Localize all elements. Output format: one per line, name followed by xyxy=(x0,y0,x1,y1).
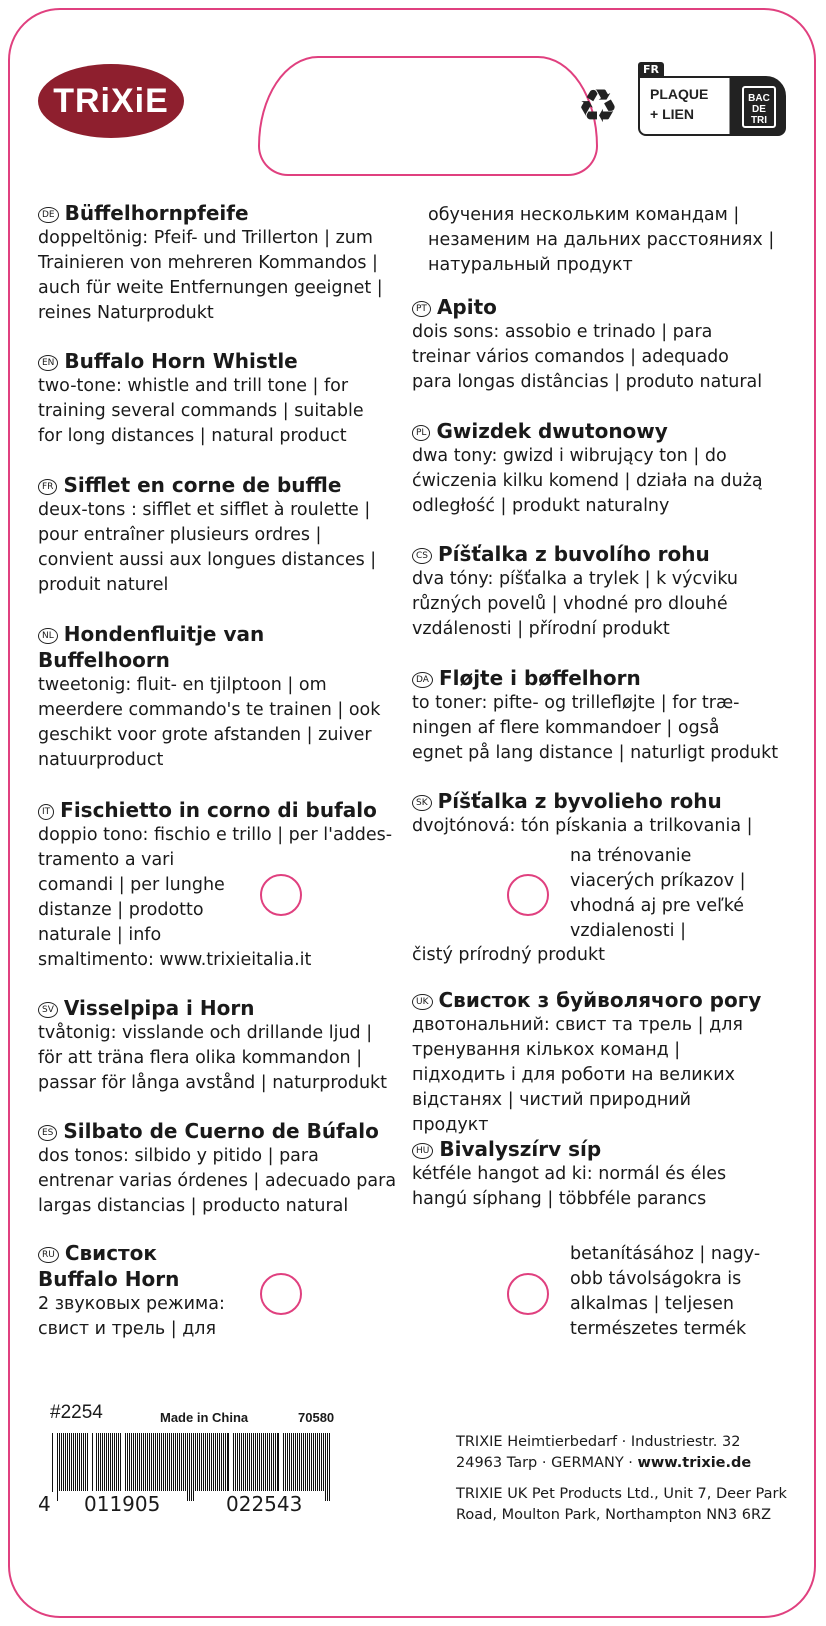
barcode-bar xyxy=(199,1433,200,1491)
barcode-bar xyxy=(77,1433,78,1491)
section-title: RU Свисток Buffalo Horn xyxy=(38,1241,180,1291)
barcode-bar xyxy=(195,1433,196,1491)
barcode-bar xyxy=(102,1433,103,1491)
section-body: dos tonos: silbido y pitido | para entrenar varias órdenes | adecuado para largas distancias | producto natural xyxy=(38,1146,397,1216)
barcode-bar xyxy=(299,1433,300,1491)
indented-text: čistý prírodný produkt xyxy=(412,945,606,965)
barcode-bar xyxy=(181,1433,182,1491)
barcode-bar xyxy=(265,1433,266,1491)
barcode-bar xyxy=(255,1433,256,1491)
barcode-bar xyxy=(257,1433,258,1491)
barcode-bar xyxy=(141,1433,142,1491)
barcode-bar xyxy=(104,1433,105,1491)
barcode-bar xyxy=(165,1433,166,1491)
barcode-bar xyxy=(52,1433,53,1501)
language-badge: SV xyxy=(38,1002,58,1018)
section-body: doppio tono: fischio e trillo | per l'addes- tramento a vari comandi | per lunghe distanze | prodotto naturale | info smaltimento: www.trixieitalia.it xyxy=(38,825,393,970)
barcode-bar xyxy=(175,1433,176,1491)
barcode-bar xyxy=(187,1433,188,1501)
section-title: CS Píšťalka z buvolího rohu xyxy=(412,541,792,567)
language-badge: ES xyxy=(38,1125,57,1141)
barcode-bar xyxy=(261,1433,262,1491)
barcode-bar xyxy=(243,1433,244,1491)
trixie-logo: TRiXiE xyxy=(38,64,184,138)
barcode-bar xyxy=(92,1433,93,1491)
language-badge: UK xyxy=(412,994,433,1010)
fr-tag: FR xyxy=(638,62,664,77)
ean-left: 011905 xyxy=(80,1492,164,1516)
barcode-bar xyxy=(251,1433,252,1491)
barcode-bar xyxy=(241,1433,242,1491)
triman-recycle-icon: ♻ xyxy=(577,79,619,133)
barcode-bar xyxy=(129,1433,130,1491)
section-body: двотональний: свист та трель | для тренування кількох команд | підходить і для роботи на великих відстанях | чистий природний продукт xyxy=(412,1015,743,1135)
barcode-bar xyxy=(69,1433,70,1491)
section-body: doppeltönig: Pfeif- und Trillerton | zum Trainieren von mehreren Kommandos | auch für weite Entfernungen geeignet | reines Naturprodukt xyxy=(38,228,383,323)
barcode-bar xyxy=(116,1433,117,1491)
section-es xyxy=(38,1118,418,1219)
section-title: PL Gwizdek dwutonowy xyxy=(412,418,792,444)
language-badge: IT xyxy=(38,804,54,820)
barcode-bar xyxy=(269,1433,270,1491)
barcode-bar xyxy=(155,1433,156,1491)
barcode-bar xyxy=(87,1433,88,1491)
barcode-bar xyxy=(253,1433,254,1491)
barcode-bar xyxy=(79,1433,80,1491)
barcode-bar xyxy=(177,1433,178,1491)
section-title: HU Bivalyszírv síp xyxy=(412,1136,792,1162)
barcode-bar xyxy=(297,1433,298,1491)
section-title: FR Sifflet en corne de buffle xyxy=(38,472,418,498)
section-nl xyxy=(38,621,418,773)
section-it xyxy=(38,797,418,973)
circle-mark xyxy=(260,874,302,916)
barcode-bar xyxy=(71,1433,72,1491)
barcode-bar xyxy=(145,1433,146,1491)
language-badge: PL xyxy=(412,425,430,441)
barcode-bar xyxy=(291,1433,292,1491)
section-sk xyxy=(412,788,792,839)
barcode-bar xyxy=(139,1433,140,1491)
section-pl xyxy=(412,418,792,519)
barcode-bar xyxy=(207,1433,208,1491)
product-code: 70580 xyxy=(298,1410,335,1425)
barcode-bar xyxy=(169,1433,170,1491)
barcode-bar xyxy=(171,1433,172,1491)
barcode-bar xyxy=(161,1433,162,1491)
section-title: ES Silbato de Cuerno de Búfalo xyxy=(38,1118,418,1144)
section-sv xyxy=(38,995,418,1096)
section-body: tvåtonig: visslande och drillande ljud | för att träna flera olika kommandon | passar för långa avstånd | naturprodukt xyxy=(38,1023,388,1093)
barcode-bar xyxy=(125,1433,126,1491)
language-badge: PT xyxy=(412,301,431,317)
barcode-bar xyxy=(307,1433,308,1491)
barcode-bar xyxy=(301,1433,302,1491)
barcode-bar xyxy=(277,1433,279,1491)
barcode-bar xyxy=(135,1433,136,1491)
barcode-bar xyxy=(249,1433,250,1491)
barcode-bar xyxy=(315,1433,316,1491)
barcode-bar xyxy=(108,1433,109,1491)
barcode-bar xyxy=(118,1433,119,1491)
barcode-bar xyxy=(67,1433,68,1491)
barcode-bar xyxy=(317,1433,318,1491)
barcode-bar xyxy=(57,1433,58,1501)
barcode-bar xyxy=(323,1433,324,1491)
section-title: EN Buffalo Horn Whistle xyxy=(38,348,418,374)
barcode-bar xyxy=(167,1433,168,1491)
ru-continuation: обучения нескольким командам | незаменим на дальних расстояниях | натуральный продукт xyxy=(428,205,775,275)
barcode-bar xyxy=(239,1433,240,1491)
barcode-bar xyxy=(81,1433,82,1491)
language-badge: HU xyxy=(412,1143,433,1159)
circle-mark xyxy=(260,1273,302,1315)
language-badge: FR xyxy=(38,479,57,495)
barcode-bar xyxy=(287,1433,288,1491)
section-hu xyxy=(412,1136,792,1212)
section-title: SK Píšťalka z byvolieho rohu xyxy=(412,788,792,814)
section-body: dvojtónová: tón pískania a trilkovania | xyxy=(412,816,753,836)
barcode-bar xyxy=(120,1433,121,1491)
section-body: deux-tons : sifflet et sifflet à roulette | pour entraîner plusieurs ordres | convient aussi aux longues distances | produit naturel xyxy=(38,500,377,595)
barcode-bar xyxy=(191,1433,192,1501)
barcode-bar xyxy=(217,1433,218,1491)
section-de xyxy=(38,200,418,326)
barcode-bar xyxy=(227,1433,229,1491)
barcode-bar xyxy=(321,1433,322,1491)
barcode-bar xyxy=(209,1433,210,1491)
section-body: dwa tony: gwizd i wibrujący ton | do ćwiczenia kilku komend | działa na dużą odległość | produkt naturalny xyxy=(412,446,763,516)
barcode-bar xyxy=(221,1433,222,1491)
barcode-bar xyxy=(311,1433,312,1491)
hang-hole xyxy=(258,56,598,176)
section-title: DA Fløjte i bøffelhorn xyxy=(412,665,792,691)
barcode-bar xyxy=(215,1433,216,1491)
barcode-bar xyxy=(273,1433,274,1491)
barcode-bar xyxy=(143,1433,144,1491)
section-body: dva tóny: píšťalka a trylek | k výcviku různých povelů | vhodné pro dlouhé vzdálenosti | přírodní produkt xyxy=(412,569,739,639)
language-badge: RU xyxy=(38,1247,59,1263)
barcode-bar xyxy=(213,1433,214,1491)
barcode-bar xyxy=(303,1433,304,1491)
website-link[interactable]: www.trixie.de xyxy=(637,1455,752,1471)
barcode-bar xyxy=(305,1433,306,1491)
barcode-bar xyxy=(173,1433,174,1491)
barcode-bar xyxy=(309,1433,310,1491)
barcode-bar xyxy=(329,1433,330,1501)
language-badge: EN xyxy=(38,355,58,371)
bin-icon: BAC DE TRI xyxy=(742,86,776,128)
barcode-bar xyxy=(319,1433,320,1491)
barcode-bar xyxy=(193,1433,194,1501)
language-badge: SK xyxy=(412,795,432,811)
barcode-bar xyxy=(106,1433,107,1491)
circle-mark xyxy=(507,1273,549,1315)
barcode-bar xyxy=(137,1433,138,1491)
section-cs xyxy=(412,541,792,642)
section-fr xyxy=(38,472,418,598)
section-body: to toner: pifte- og trillefløjte | for træ- ningen af flere kommandoer | også egnet på lang distance | naturligt produkt xyxy=(412,693,779,763)
barcode-bar xyxy=(237,1433,238,1491)
section-en xyxy=(38,348,418,449)
barcode-bar xyxy=(114,1433,115,1491)
barcode-bar xyxy=(267,1433,268,1491)
barcode-bar xyxy=(63,1433,64,1491)
barcode-bar xyxy=(289,1433,290,1491)
recycle-text: PLAQUE + LIEN xyxy=(650,86,709,122)
indented-text: betanításához | nagy- obb távolságokra is alkalmas | teljesen természetes termék xyxy=(570,1244,761,1339)
section-title: PT Apito xyxy=(412,294,792,320)
barcode-bar xyxy=(235,1433,236,1491)
barcode-bar xyxy=(98,1433,99,1491)
barcode-bar xyxy=(110,1433,111,1491)
section-title: DE Büffelhornpfeife xyxy=(38,200,418,226)
indented-text: na trénovanie viacerých príkazov | vhodná aj pre veľké vzdialenosti | xyxy=(570,846,746,941)
section-title: UK Свисток з буйволячого рогу xyxy=(412,987,792,1013)
barcode-bar xyxy=(223,1433,224,1491)
ean-digit: 4 xyxy=(34,1492,55,1516)
recycling-info-fr xyxy=(638,62,786,138)
barcode-bar xyxy=(147,1433,148,1491)
section-body: kétféle hangot ad ki: normál és éles hangú síphang | többféle parancs xyxy=(412,1164,727,1209)
barcode-bar xyxy=(151,1433,152,1491)
section-title: NL Hondenfluitje van Buffelhoorn xyxy=(38,622,265,672)
ean-right: 022543 xyxy=(222,1492,306,1516)
language-badge: DA xyxy=(412,672,433,688)
barcode-bar xyxy=(275,1433,276,1491)
barcode-bar xyxy=(75,1433,76,1491)
section-uk xyxy=(412,987,792,1138)
barcode-bar xyxy=(185,1433,186,1491)
barcode-bar xyxy=(131,1433,132,1491)
barcode-bar xyxy=(159,1433,160,1491)
barcode-bar xyxy=(201,1433,202,1491)
address-de: TRIXIE Heimtierbedarf · Industriestr. 32 24963 Tarp · GERMANY · www.trixie.de xyxy=(456,1434,752,1471)
barcode-bar xyxy=(211,1433,212,1491)
barcode-bar xyxy=(153,1433,154,1491)
barcode-bar xyxy=(219,1433,220,1491)
barcode-bar xyxy=(100,1433,101,1491)
section-title: SV Visselpipa i Horn xyxy=(38,995,418,1021)
barcode-bar xyxy=(263,1433,264,1491)
barcode-bar xyxy=(295,1433,296,1491)
barcode-bar xyxy=(189,1433,190,1501)
language-badge: CS xyxy=(412,548,432,564)
barcode-bar xyxy=(271,1433,272,1491)
barcode-bar xyxy=(133,1433,134,1491)
barcode-bar xyxy=(157,1433,158,1491)
barcode-bar xyxy=(203,1433,204,1491)
barcode-bar xyxy=(85,1433,86,1491)
barcode-bar xyxy=(225,1433,226,1491)
barcode-bar xyxy=(73,1433,74,1491)
barcode-bar xyxy=(259,1433,260,1491)
barcode-bar xyxy=(327,1433,328,1501)
barcode-bar xyxy=(183,1433,184,1491)
barcode-bar xyxy=(96,1433,97,1491)
barcode-bar xyxy=(163,1433,164,1491)
barcode-bar xyxy=(61,1433,62,1491)
barcode-bar xyxy=(59,1433,60,1491)
section-ru xyxy=(38,1240,418,1342)
section-body: tweetonig: fluit- en tjilptoon | om meerdere commando's te trainen | ook geschikt voor grote afstanden | zuiver natuurproduct xyxy=(38,675,381,770)
barcode-bar xyxy=(283,1433,284,1491)
section-da xyxy=(412,665,792,766)
section-body: dois sons: assobio e trinado | para treinar vários comandos | adequado para longas distâncias | produto natural xyxy=(412,322,763,392)
article-number: #2254 xyxy=(50,1402,103,1423)
barcode-bar xyxy=(233,1433,234,1491)
barcode-bar xyxy=(313,1433,314,1491)
barcode-bar xyxy=(245,1433,246,1491)
section-body: 2 звуковых режима: свист и трель | для xyxy=(38,1294,225,1339)
circle-mark xyxy=(507,874,549,916)
barcode-bar xyxy=(197,1433,198,1491)
language-badge: NL xyxy=(38,628,58,644)
barcode-bar xyxy=(325,1433,326,1501)
barcode-bar xyxy=(293,1433,294,1491)
barcode-bar xyxy=(179,1433,180,1491)
section-title: IT Fischietto in corno di bufalo xyxy=(38,797,418,823)
barcode xyxy=(46,1433,336,1501)
section-pt xyxy=(412,294,792,395)
barcode-bar xyxy=(247,1433,248,1491)
made-in: Made in China xyxy=(160,1410,249,1425)
section-body: two-tone: whistle and trill tone | for training several commands | suitable for long distances | natural product xyxy=(38,376,364,446)
barcode-bar xyxy=(127,1433,128,1491)
barcode-bar xyxy=(205,1433,206,1491)
barcode-bar xyxy=(285,1433,286,1491)
barcode-bar xyxy=(149,1433,150,1491)
address-uk: TRIXIE UK Pet Products Ltd., Unit 7, Deer Park Road, Moulton Park, Northampton NN3 6RZ xyxy=(456,1486,787,1523)
barcode-bar xyxy=(112,1433,113,1491)
language-badge: DE xyxy=(38,207,59,223)
barcode-bar xyxy=(83,1433,84,1491)
barcode-bar xyxy=(65,1433,66,1491)
